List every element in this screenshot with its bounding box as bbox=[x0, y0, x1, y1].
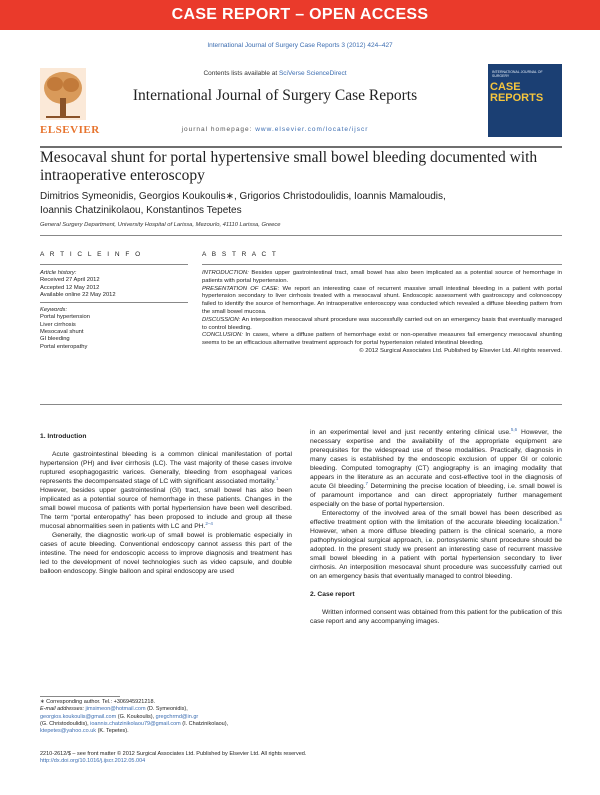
contents-line bbox=[150, 70, 400, 77]
publisher-name: ELSEVIER bbox=[40, 124, 100, 136]
keywords-label: Keywords: bbox=[40, 307, 68, 314]
keyword: Mesocaval shunt bbox=[40, 329, 84, 336]
article-info bbox=[40, 270, 188, 351]
abstract-conclusion bbox=[202, 332, 562, 348]
case-report-heading: 2. Case report bbox=[310, 591, 355, 598]
info-mid-rule bbox=[40, 302, 188, 303]
body-left-column bbox=[40, 432, 292, 576]
open-access-banner: CASE REPORT – OPEN ACCESS bbox=[0, 0, 600, 30]
citation-ref[interactable]: 7 bbox=[365, 480, 368, 486]
contents-prefix: Contents lists available at bbox=[203, 70, 279, 77]
case-label: PRESENTATION OF CASE: bbox=[202, 285, 280, 292]
abstract-heading: A B S T R A C T bbox=[202, 251, 278, 258]
abstract-introduction bbox=[202, 270, 562, 286]
sciencedirect-link[interactable]: SciVerse ScienceDirect bbox=[278, 70, 347, 77]
paragraph: Acute gastrointestinal bleeding is a common clinical manifestation of portal hypertension (PH) and liver cirrhosis (LC). The vast majority of these cases involve ruptured esophagogastric varices. Generally, bleeding from esophageal varices represents the decompensated stage of LC with significant associated mortality.$^1$ However, besides upper gastrointestinal (GI) tract, small bowel has also been implicated as a potential source of hemorrhage in these patients. Changes in the small bowel mucosa of patients with portal hypertension have been well described. The term “portal enteropathy” has been proposed to include and group all these mucosal abnormalities seen in patients with LC and PH.$^{2-4}$ bbox=[40, 451, 292, 530]
conclusion-text: In cases, where a diffuse pattern of hemorrhage exist or non-operative measures fail emergency mesocaval shunting seems to be an efficacious alternative treatment approach for portal hypertension related intestinal bleeding. bbox=[202, 332, 562, 347]
email-link[interactable]: georgios.koukoulis@gmail.com bbox=[40, 713, 117, 720]
article-title: Mesocaval shunt for portal hypertensive small bowel bleeding documented with intraoperative enteroscopy bbox=[40, 149, 538, 184]
citation-ref[interactable]: 8 bbox=[559, 516, 562, 522]
article-info-rule bbox=[40, 264, 188, 265]
front-matter bbox=[40, 751, 562, 766]
email-link[interactable]: ktepetes@yahoo.co.uk bbox=[40, 728, 97, 735]
history-accepted: Accepted 12 May 2012 bbox=[40, 284, 100, 291]
abstract-discussion bbox=[202, 317, 562, 333]
journal-title: International Journal of Surgery Case Reports bbox=[132, 87, 418, 104]
discussion-label: DISCUSSION: bbox=[202, 316, 241, 323]
keyword: GI bleeding bbox=[40, 336, 70, 343]
paragraph: in an experimental level and just recently entering clinical use.$^{5,6}$ However, the necessary expertise and the availability of the appropriate equipment are prerequisites for the widespread use of these modalities. Practically, diagnosis in many cases is established by the endoscopic exclusion of upper GI or colonic bleeding. Computed tomography (CT) angiography is an imaging modality that appears in the literature as an accurate and cost-effective tool in the diagnosis of acute GI bleeding.$^7$ Determining the precise location of bleeding, i.e. small bowel is of paramount importance and can direct appropriately further management especially on the base of portal hypertension. bbox=[310, 426, 563, 508]
footnotes: ∗ Corresponding author. Tel.: +306945921218. E-mail addresses: jimsimeon@hotmail.com (D. Symeonidis), georgios.koukoulis@gmail.com (G. Koukoulis), gregchrmd@in.gr (G. Christodoulidis), ioannis.chatzinikolaou79@gmail.com (I. Chatzinikolaou), ktepetes@yahoo.co.uk (K. Tepetes). bbox=[40, 699, 292, 735]
elsevier-tree-logo-icon bbox=[40, 68, 86, 120]
paragraph: Enterectomy of the involved area of the small bowel has been described as effective treatment option with the limitation of the accurate bleeding localization.$^8$ However, when a more diffuse bleeding pattern is the clinical scenario, a more pathophysiological surgical approach, i.e. portosystemic shunt procedure should be adopted. In the present study we present an interesting case of recurrent massive small bowel bleeding in a patient with portal hypertension secondary to liver cirrhosis. An interposition mesocaval shunt procedure was successfully carried out on an emergency basis that eventually managed to control bleeding. bbox=[310, 510, 562, 580]
header-divider bbox=[40, 146, 562, 148]
keyword: Portal enteropathy bbox=[40, 343, 88, 350]
issn-line: 2210-2612/$ – see front matter © 2012 Surgical Associates Ltd. Published by Elsevier Ltd. All rights reserved. bbox=[40, 751, 307, 757]
email-link[interactable]: jimsimeon@hotmail.com bbox=[85, 706, 146, 713]
email-link[interactable]: ioannis.chatzinikolaou79@gmail.com bbox=[90, 720, 181, 727]
keyword: Portal hypertension bbox=[40, 314, 90, 321]
introduction-heading: 1. Introduction bbox=[40, 433, 87, 440]
email-link[interactable]: gregchrmd@in.gr bbox=[155, 713, 199, 720]
paragraph: Written informed consent was obtained from this patient for the publication of this case report and any accompanying images. bbox=[310, 609, 562, 625]
paragraph: Generally, the diagnostic work-up of small bowel is problematic especially in cases of acute bleeding. Conventional endoscopy cannot assess this part of the intestine. The need for endoscopic access to improve diagnosis and treatment has led to the development of novel technologies such as video capsule, and double balloon endoscopy. Single balloon and spiral endoscopy are used bbox=[40, 532, 292, 575]
citation-ref[interactable]: 1 bbox=[275, 475, 279, 481]
abstract-rule bbox=[202, 264, 562, 265]
citation-ref[interactable]: 2–4 bbox=[205, 520, 213, 526]
author-list bbox=[40, 190, 562, 218]
abstract-bottom-rule bbox=[40, 404, 562, 405]
keyword: Liver cirrhosis bbox=[40, 321, 76, 328]
history-label: Article history: bbox=[40, 270, 77, 276]
abstract-text bbox=[202, 270, 562, 356]
copyright: © 2012 Surgical Associates Ltd. Published by Elsevier Ltd. All rights reserved. bbox=[359, 347, 562, 354]
footnote-divider bbox=[40, 696, 120, 697]
history-online: Available online 22 May 2012 bbox=[40, 291, 116, 298]
affiliation: General Surgery Department, University Hospital of Larissa, Mezourlo, 41110 Larissa, Greece bbox=[40, 222, 281, 228]
cover-subtitle: INTERNATIONAL JOURNAL OF SURGERY bbox=[492, 70, 543, 78]
article-info-heading: A R T I C L E I N F O bbox=[40, 251, 143, 258]
body-right-column bbox=[310, 428, 562, 626]
journal-citation[interactable]: International Journal of Surgery Case Reports 3 (2012) 424–427 bbox=[207, 42, 393, 49]
intro-label: INTRODUCTION: bbox=[202, 270, 249, 276]
journal-homepage bbox=[95, 126, 455, 133]
homepage-prefix: journal homepage: bbox=[181, 126, 256, 133]
conclusion-label: CONCLUSION: bbox=[202, 332, 243, 339]
authors-line-1: Dimitrios Symeonidis, Georgios Koukoulis∗, Grigorios Christodoulidis, Ioannis Mamaloudis, bbox=[40, 191, 446, 202]
cover-title: CASE REPORTS bbox=[490, 81, 544, 104]
email-addresses: E-mail addresses: jimsimeon@hotmail.com (D. Symeonidis), bbox=[40, 706, 188, 713]
homepage-link[interactable]: www.elsevier.com/locate/ijscr bbox=[255, 126, 369, 133]
corresponding-author: ∗ Corresponding author. Tel.: +306945921218. bbox=[40, 699, 156, 705]
abstract-case bbox=[202, 286, 562, 317]
citation-ref[interactable]: 5,6 bbox=[510, 426, 518, 432]
authors-line-2: Ioannis Chatzinikolaou, Konstantinos Tepetes bbox=[40, 205, 242, 216]
discussion-text: An interposition mesocaval shunt procedure was successfully carried out on an emergency basis that eventually managed to control bleeding. bbox=[202, 316, 562, 331]
history-received: Received 27 April 2012 bbox=[40, 277, 100, 284]
case-text: We report an interesting case of recurrent massive small intestinal bleeding in a patient with portal hypertension secondary to liver cirrhosis treated with a mesocaval shunt. Endoscopic assessment with gastroscopy and colonoscopy failed to identify the source of hemorrhage. An intraoperative enteroscopy was conducted which revealed a diffuse bleeding pattern from the small bowel mucosa. bbox=[202, 285, 562, 315]
intro-text: Besides upper gastrointestinal tract, small bowel has also been implicated as a potential source of hemorrhage in patients with portal hypertension. bbox=[202, 270, 562, 284]
affiliation-divider bbox=[40, 235, 562, 236]
doi-link[interactable]: http://dx.doi.org/10.1016/j.ijscr.2012.05.004 bbox=[40, 758, 146, 765]
